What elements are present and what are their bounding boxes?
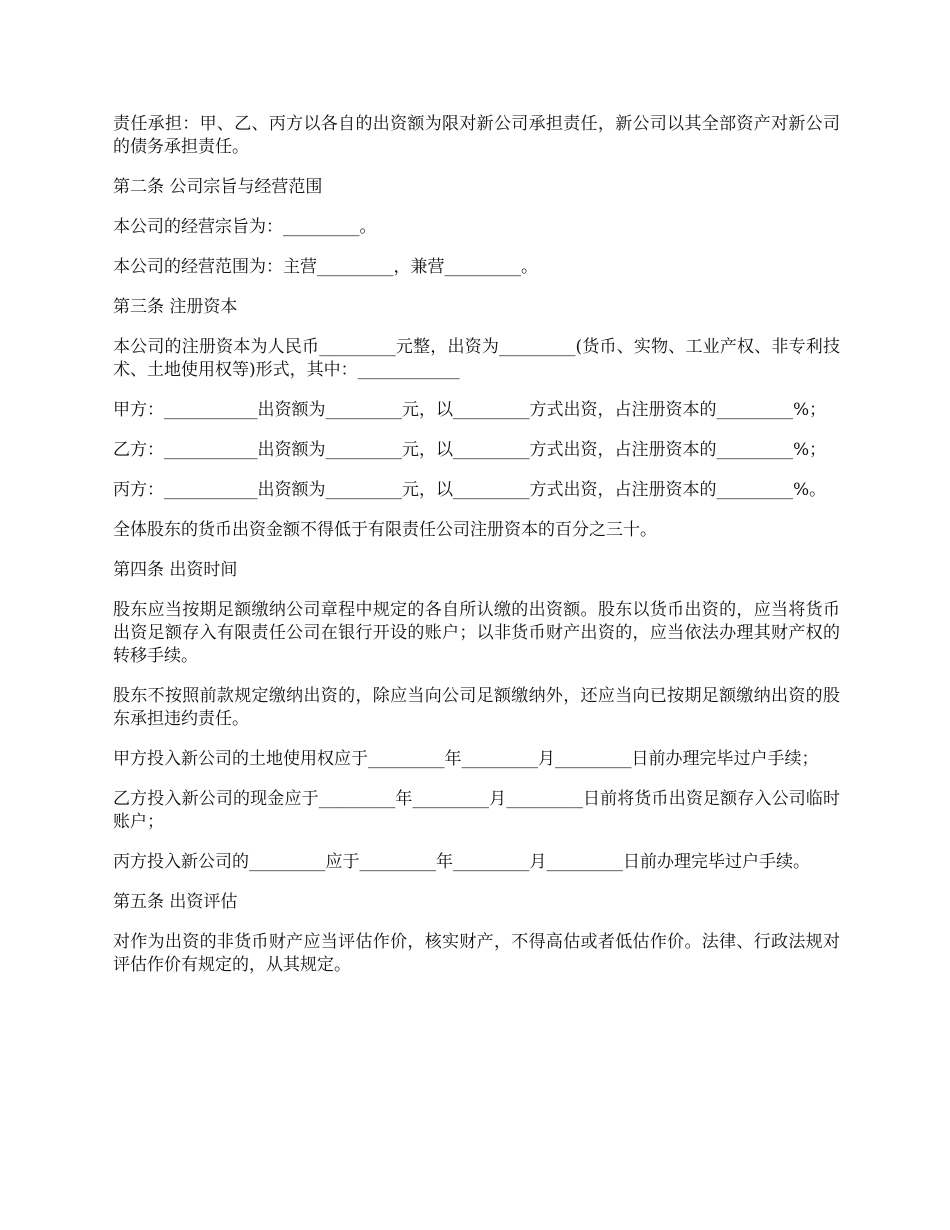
paragraph-business-scope: 本公司的经营范围为：主营_________，兼营_________。: [113, 257, 538, 277]
document-page: [113, 113, 840, 994]
section-heading-article-5: 第五条 出资评估: [113, 892, 238, 912]
paragraph-party-b-deadline: 乙方投入新公司的现金应于_________年_________月_________日前将货币出资足额存入公司临时账户；: [113, 789, 840, 832]
paragraph-asset-valuation: 对作为出资的非货币财产应当评估作价，核实财产，不得高估或者低估作价。法律、行政法规对评估作价有规定的，从其规定。: [113, 932, 840, 975]
paragraph-party-a-contribution: 甲方：___________出资额为_________元，以_________方式出资，占注册资本的_________%；: [113, 400, 827, 420]
paragraph-registered-capital: 本公司的注册资本为人民币_________元整，出资为_________(货币、实物、工业产权、非专利技术、土地使用权等)形式，其中：____________: [113, 337, 840, 380]
paragraph-breach-liability: 股东不按照前款规定缴纳出资的，除应当向公司足额缴纳外，还应当向已按期足额缴纳出资的股东承担违约责任。: [113, 686, 840, 729]
paragraph-liability: 责任承担：甲、乙、丙方以各自的出资额为限对新公司承担责任，新公司以其全部资产对新公司的债务承担责任。: [113, 114, 840, 157]
paragraph-party-b-contribution: 乙方：___________出资额为_________元，以_________方式出资，占注册资本的_________%；: [113, 440, 827, 460]
paragraph-monetary-minimum: 全体股东的货币出资金额不得低于有限责任公司注册资本的百分之三十。: [113, 520, 657, 540]
paragraph-party-c-deadline: 丙方投入新公司的_________应于_________年_________月_________日前办理完毕过户手续。: [113, 852, 810, 872]
section-heading-article-4: 第四条 出资时间: [113, 560, 238, 580]
paragraph-party-a-deadline: 甲方投入新公司的土地使用权应于_________年_________月_________日前办理完毕过户手续；: [113, 749, 819, 769]
paragraph-business-purpose: 本公司的经营宗旨为：_________。: [113, 217, 377, 237]
section-heading-article-3: 第三条 注册资本: [113, 297, 238, 317]
paragraph-payment-obligation: 股东应当按期足额缴纳公司章程中规定的各自所认缴的出资额。股东以货币出资的，应当将货币出资足额存入有限责任公司在银行开设的账户；以非货币财产出资的，应当依法办理其财产权的转移手续。: [113, 600, 840, 666]
section-heading-article-2: 第二条 公司宗旨与经营范围: [113, 177, 323, 197]
paragraph-party-c-contribution: 丙方：___________出资额为_________元，以_________方式出资，占注册资本的_________%。: [113, 480, 827, 500]
